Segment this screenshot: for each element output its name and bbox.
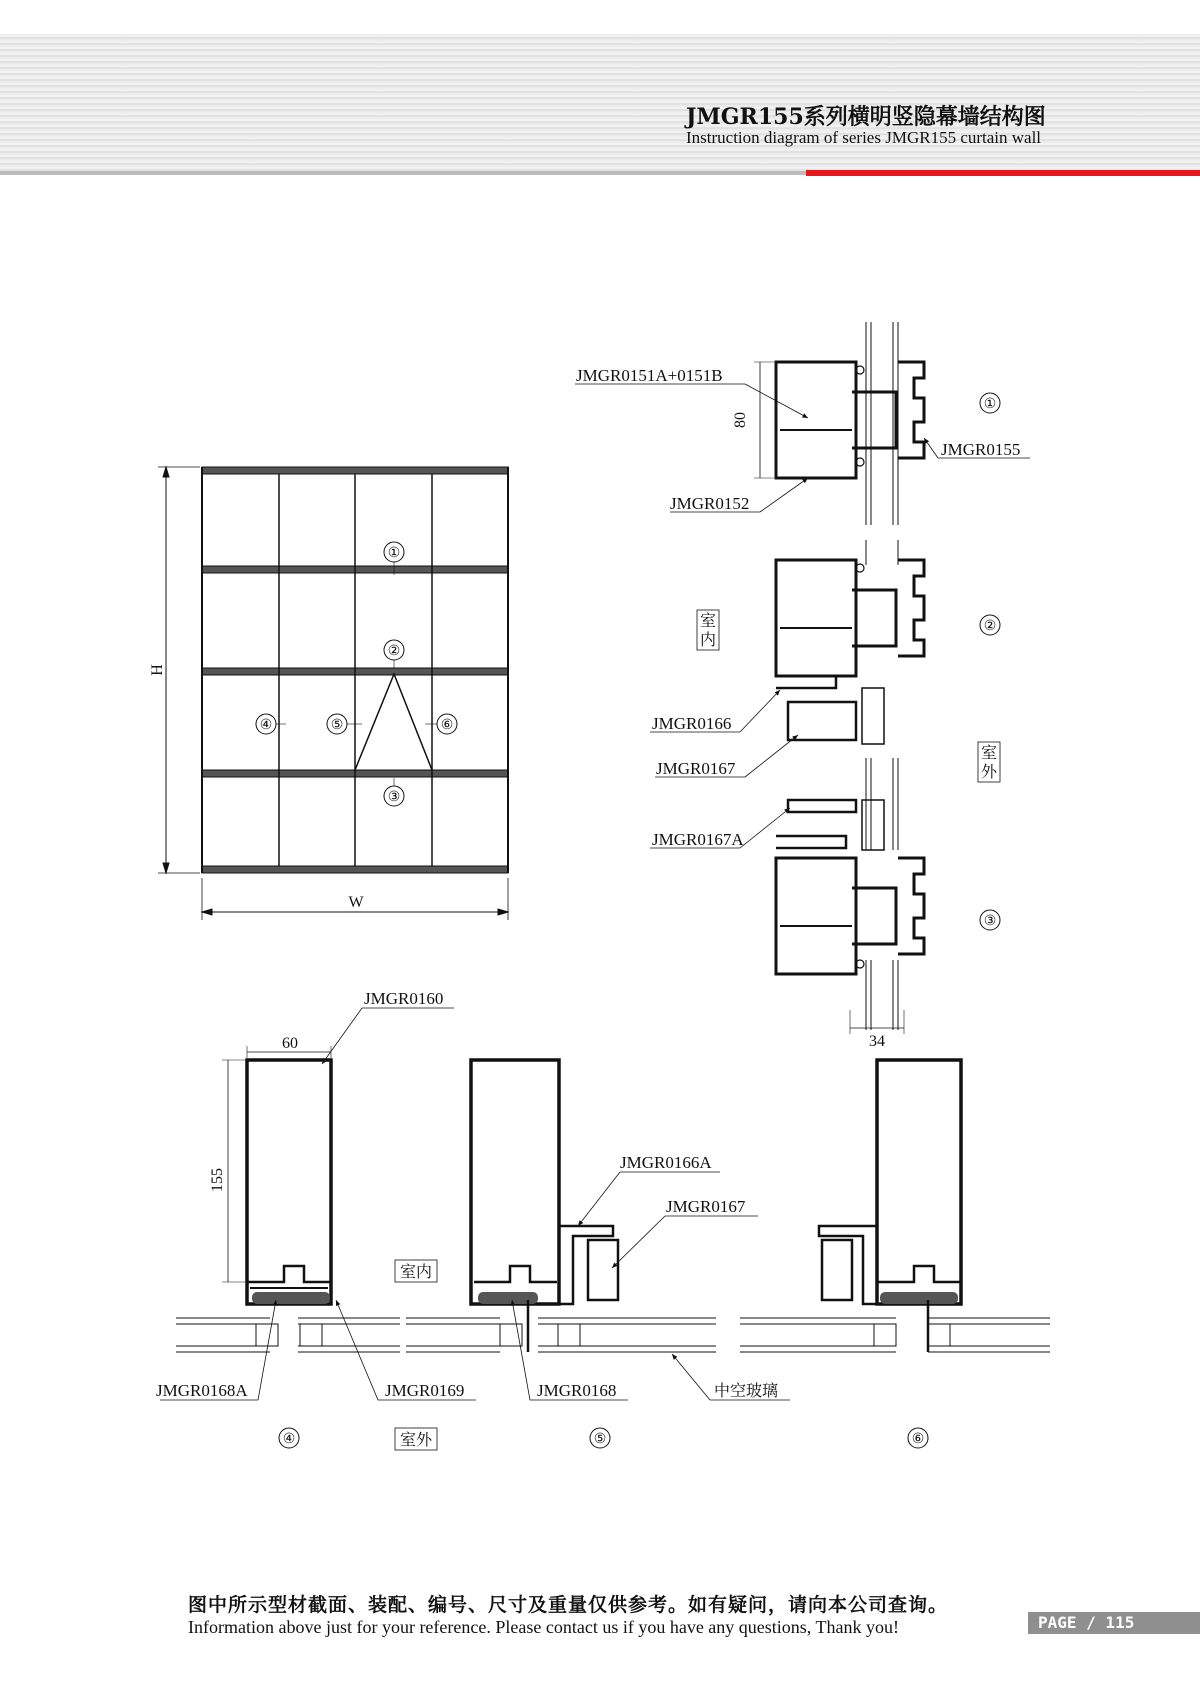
label-0151: JMGR0151A+0151B bbox=[576, 366, 723, 385]
vent-section6 bbox=[819, 1226, 877, 1304]
label-0166a: JMGR0166A bbox=[620, 1153, 712, 1172]
dim-34-label: 34 bbox=[869, 1033, 885, 1050]
label-0152: JMGR0152 bbox=[670, 494, 750, 513]
vent-glass-bottom bbox=[862, 800, 884, 850]
page-number-badge: PAGE / 115 bbox=[1028, 1612, 1200, 1634]
label-0167-bottom: JMGR0167 bbox=[666, 1197, 746, 1216]
page-subtitle: Instruction diagram of series JMGR155 curtain wall bbox=[686, 128, 1042, 147]
footer-note-en: Information above just for your reference. Please contact us if you have any questions, Thank you! bbox=[188, 1617, 899, 1637]
elev-marker-1: ① bbox=[387, 546, 401, 561]
label-0168a: JMGR0168A bbox=[156, 1381, 248, 1400]
section-marker-1: ① bbox=[983, 397, 997, 412]
indoor-label-top-2: 内 bbox=[699, 630, 717, 649]
label-0167a: JMGR0167A bbox=[652, 830, 744, 849]
label-0169: JMGR0169 bbox=[385, 1381, 465, 1400]
elev-marker-2: ② bbox=[387, 644, 401, 659]
mullion-section5 bbox=[471, 1060, 559, 1304]
cover-cap-3 bbox=[898, 858, 924, 954]
label-0160: JMGR0160 bbox=[364, 989, 444, 1008]
label-0168: JMGR0168 bbox=[537, 1381, 617, 1400]
elev-marker-3: ③ bbox=[387, 790, 401, 805]
elev-marker-4: ④ bbox=[259, 718, 273, 733]
transom-2-profile bbox=[776, 560, 856, 676]
outdoor-label-top-2: 外 bbox=[980, 762, 998, 781]
vent-glass-top bbox=[862, 688, 884, 744]
vent-frame-0167a bbox=[788, 800, 856, 812]
vent-frame-0167 bbox=[788, 702, 856, 740]
indoor-label-bottom: 室内 bbox=[399, 1262, 433, 1281]
vent-0166a bbox=[559, 1226, 613, 1304]
indoor-label-top-1: 室 bbox=[699, 611, 717, 630]
mullion-section6 bbox=[877, 1060, 961, 1304]
section-marker-3: ③ bbox=[983, 914, 997, 929]
outdoor-label-bottom: 室外 bbox=[399, 1430, 433, 1449]
elev-marker-5: ⑤ bbox=[330, 718, 344, 733]
horizontal-sections bbox=[160, 1008, 1050, 1400]
label-0167: JMGR0167 bbox=[656, 759, 736, 778]
cover-cap-1 bbox=[898, 362, 924, 458]
transom-3-profile bbox=[776, 858, 856, 974]
dim-155-label: 155 bbox=[209, 1168, 226, 1192]
facade-elevation bbox=[158, 467, 508, 920]
label-0166: JMGR0166 bbox=[652, 714, 732, 733]
page-title: JMGR155系列横明竖隐幕墙结构图 bbox=[686, 104, 1046, 130]
section-marker-2: ② bbox=[983, 619, 997, 634]
dim-w-label: W bbox=[348, 894, 364, 911]
vertical-section bbox=[575, 322, 1030, 1034]
dim-h-label: H bbox=[149, 664, 166, 676]
section-marker-5: ⑤ bbox=[593, 1432, 607, 1447]
elev-marker-6: ⑥ bbox=[440, 718, 454, 733]
section-marker-6: ⑥ bbox=[911, 1432, 925, 1447]
transom-bar-bottom bbox=[202, 866, 508, 873]
label-insulated-glass: 中空玻璃 bbox=[714, 1381, 779, 1400]
vent-0167-section5 bbox=[588, 1240, 618, 1300]
transom-1-profile bbox=[776, 362, 856, 478]
dim-80-label: 80 bbox=[732, 412, 749, 428]
transom-bar-top bbox=[202, 467, 508, 474]
dim-60-label: 60 bbox=[282, 1035, 298, 1052]
outdoor-label-top-1: 室 bbox=[980, 743, 998, 762]
mullion-0160-section4 bbox=[247, 1060, 331, 1304]
footer-note-cn: 图中所示型材截面、装配、编号、尺寸及重量仅供参考。如有疑问，请向本公司查询。 bbox=[188, 1594, 949, 1616]
label-0155: JMGR0155 bbox=[941, 440, 1021, 459]
section-marker-4: ④ bbox=[282, 1432, 296, 1447]
vent-opening-mark bbox=[355, 674, 432, 770]
cover-cap-2 bbox=[898, 560, 924, 656]
